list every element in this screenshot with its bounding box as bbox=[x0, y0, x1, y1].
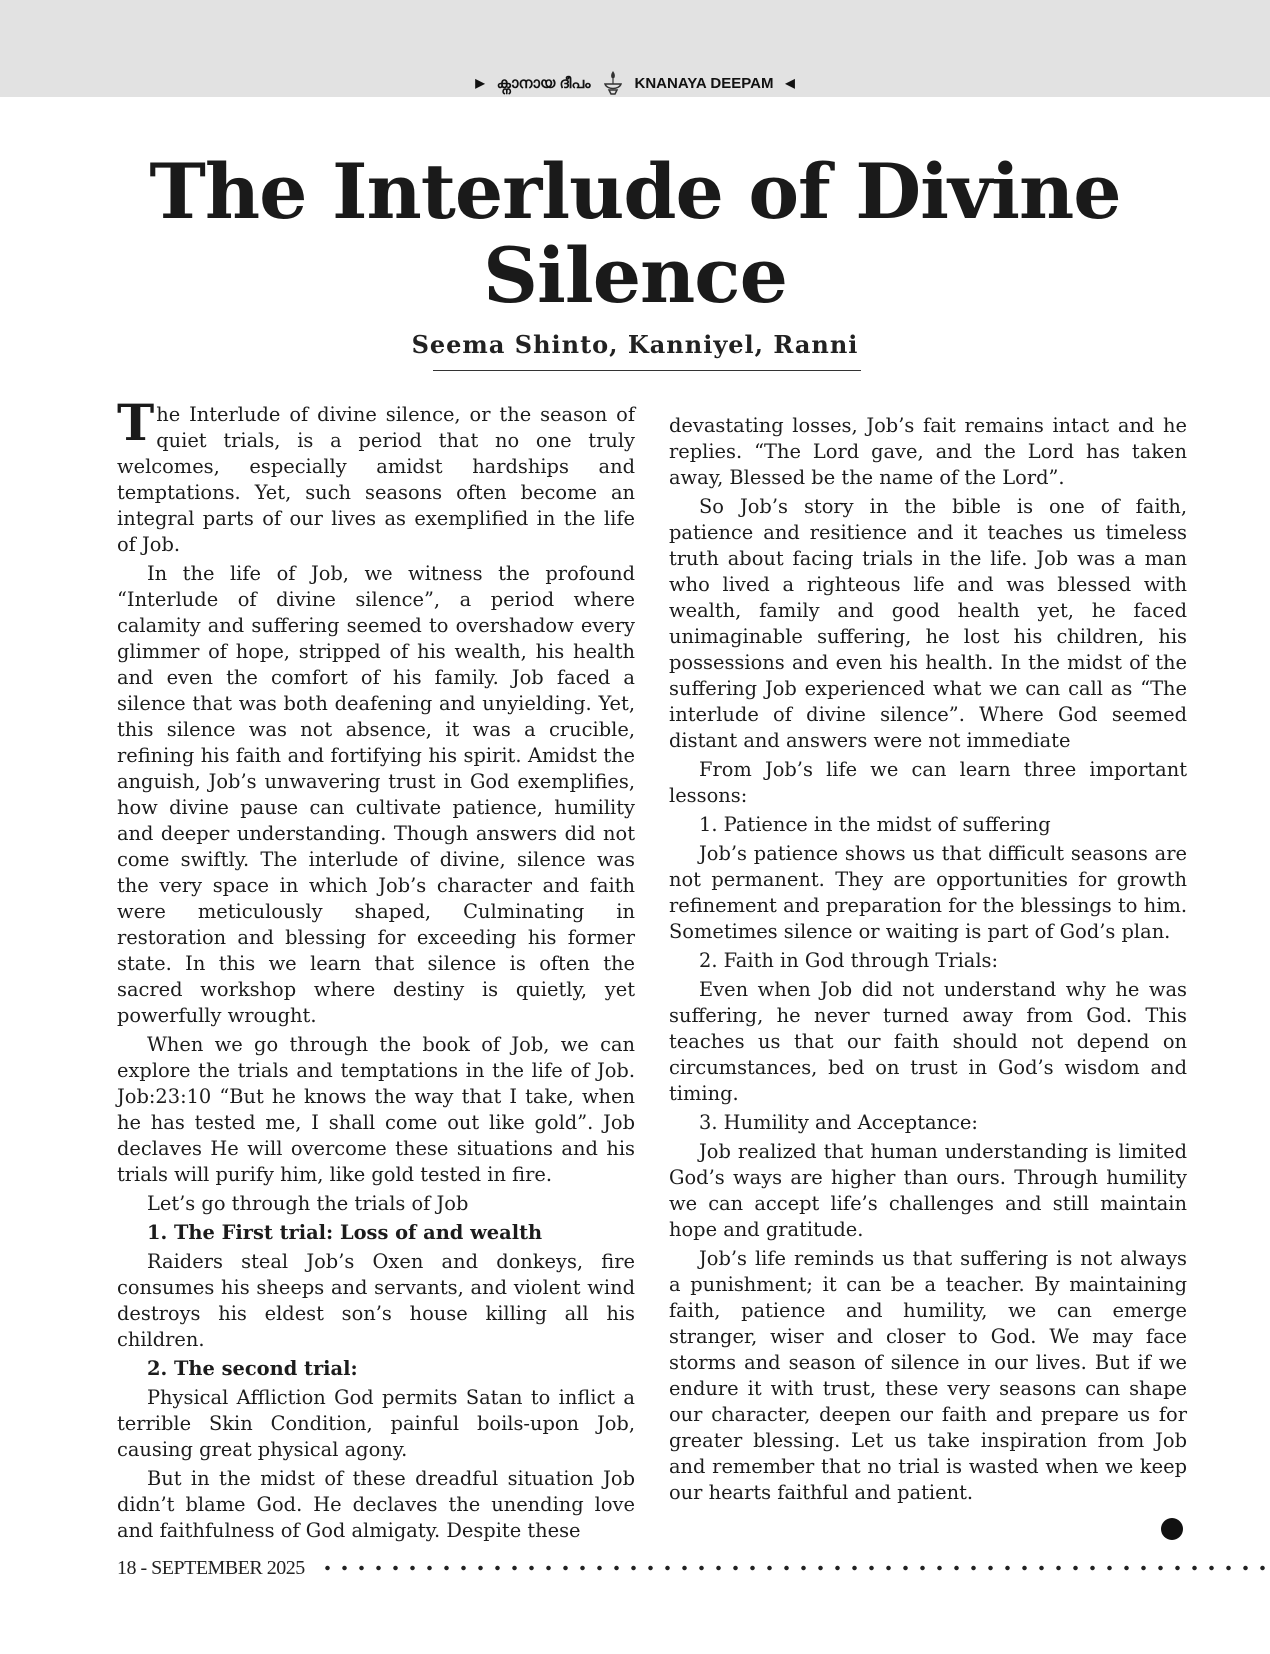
magazine-name-malayalam: ക്നാനായ ദീപം bbox=[496, 74, 591, 92]
page-number-date: 18 - SEPTEMBER 2025 bbox=[117, 1556, 305, 1579]
paragraph: devastating losses, Job’s fait remains intact and he replies. “The Lord gave, and the Lord has taken away, Blessed be the name of the Lord”. bbox=[669, 414, 1187, 489]
magazine-header bbox=[0, 0, 1270, 97]
paragraph: Let’s go through the trials of Job bbox=[147, 1192, 469, 1215]
paragraph: The Interlude of divine silence, or the season of quiet trials, is a period that no one truly welcomes, especially amidst hardships and temptations. Yet, such seasons often become an integral parts of our lives as exemplified in the life of Job. bbox=[117, 393, 635, 556]
masthead bbox=[0, 70, 1270, 96]
paragraph: Job realized that human understanding is limited God’s ways are higher than ours. Through humility we can accept life’s challenges and still maintain hope and gratitude. bbox=[669, 1140, 1187, 1241]
trial-heading: 2. The second trial: bbox=[147, 1357, 358, 1380]
byline-divider bbox=[433, 370, 861, 371]
oil-lamp-icon bbox=[603, 70, 623, 96]
right-triangle-icon: ▶ bbox=[475, 76, 485, 90]
paragraph: But in the midst of these dreadful situation Job didn’t blame God. He declaves the unending love and faithfulness of God almigaty. Despite these bbox=[117, 1467, 635, 1542]
article-column-right bbox=[669, 413, 1187, 1509]
drop-cap: T bbox=[117, 393, 155, 452]
dotted-rule bbox=[319, 1565, 1270, 1571]
article-title bbox=[0, 147, 1270, 320]
paragraph: From Job’s life we can learn three important lessons: bbox=[669, 758, 1187, 807]
lesson-heading: 1. Patience in the midst of suffering bbox=[699, 813, 1051, 836]
paragraph: Physical Affliction God permits Satan to inflict a terrible Skin Condition, painful boils-upon Job, causing great physical agony. bbox=[117, 1386, 635, 1461]
paragraph: Job’s patience shows us that difficult seasons are not permanent. They are opportunities for growth refinement and preparation for the blessings to him. Sometimes silence or waiting is part of God’s plan. bbox=[669, 842, 1187, 943]
page-footer bbox=[117, 1553, 1270, 1583]
paragraph: So Job’s story in the bible is one of faith, patience and resitience and it teaches us timeless truth about facing trials in the life. Job was a man who lived a righteous life and was blessed with wealth, family and good health yet, he faced unimaginable suffering, he lost his children, his possessions and even his health. In the midst of the suffering Job experienced what we can call as “The interlude of divine silence”. Where God seemed distant and answers were not immediate bbox=[669, 495, 1187, 752]
paragraph: When we go through the book of Job, we can explore the trials and temptations in the life of Job. Job:23:10 “But he knows the way that I take, when he has tested me, I shall come out like gold”. Job declaves He will overcome these situations and his trials will purify him, like gold tested in fire. bbox=[117, 1033, 635, 1186]
magazine-name-english: KNANAYA DEEPAM bbox=[634, 74, 774, 92]
trial-heading: 1. The First trial: Loss of and wealth bbox=[147, 1221, 543, 1244]
paragraph: Even when Job did not understand why he was suffering, he never turned away from God. This teaches us that our faith should not depend on circumstances, bed on trust in God’s wisdom and timing. bbox=[669, 978, 1187, 1105]
author-byline: Seema Shinto, Kanniyel, Ranni bbox=[411, 330, 859, 359]
lesson-heading: 3. Humility and Acceptance: bbox=[699, 1111, 978, 1134]
paragraph: Raiders steal Job’s Oxen and donkeys, fire consumes his sheeps and servants, and violent wind destroys his eldest son’s house killing all his children. bbox=[117, 1250, 635, 1351]
paragraph: In the life of Job, we witness the profound “Interlude of divine silence”, a period where calamity and suffering seemed to overshadow every glimmer of hope, stripped of his wealth, his health and even the comfort of his family. Job faced a silence that was both deafening and unyielding. Yet, this silence was not absence, it was a crucible, refining his faith and fortifying his spirit. Amidst the anguish, Job’s unwavering trust in God exemplifies, how divine pause can cultivate patience, humility and deeper understanding. Though answers did not come swiftly. The interlude of divine, silence was the very space in which Job’s character and faith were meticulously shaped, Culminating in restoration and blessing for exceeding his former state. In this we learn that silence is often the sacred workshop where destiny is quietly, yet powerfully wrought. bbox=[117, 562, 635, 1027]
left-triangle-icon: ◀ bbox=[785, 76, 795, 90]
title-line-1: The Interlude of Divine bbox=[149, 147, 1121, 236]
paragraph: Job’s life reminds us that suffering is not always a punishment; it can be a teacher. By maintaining faith, patience and humility, we can emerge stranger, wiser and closer to God. We may face storms and season of silence in our lives. But if we endure it with trust, these very seasons can shape our character, deepen our faith and prepare us for greater blessing. Let us take inspiration from Job and remember that no trial is wasted when we keep our hearts faithful and patient. bbox=[669, 1247, 1187, 1504]
lesson-heading: 2. Faith in God through Trials: bbox=[699, 949, 999, 972]
end-of-article-marker bbox=[1161, 1518, 1183, 1540]
title-line-2: Silence bbox=[483, 231, 787, 320]
article-column-left bbox=[117, 393, 635, 1547]
